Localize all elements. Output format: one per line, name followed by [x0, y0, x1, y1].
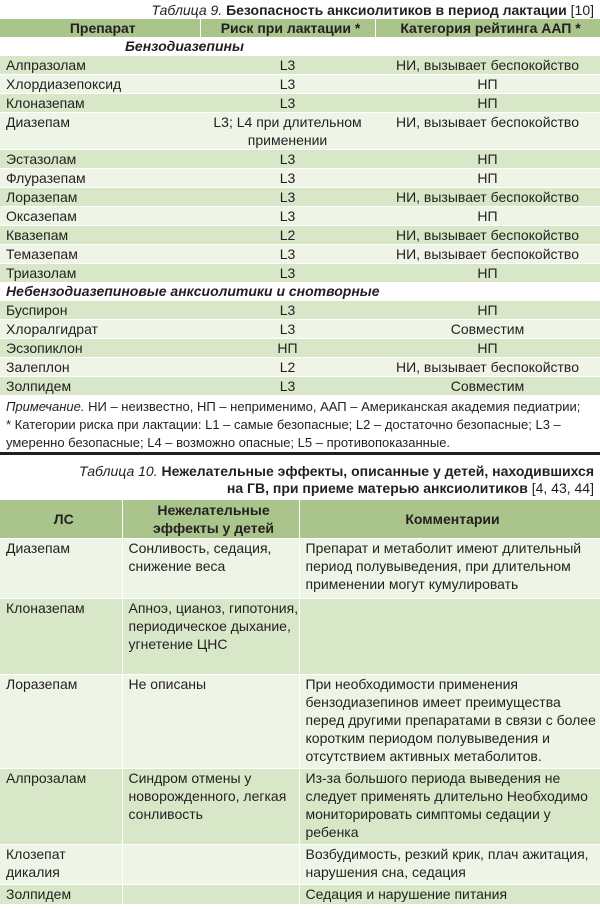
table9-header-risk: Риск при лактации * — [200, 19, 375, 37]
table9-cell-drug: Эсзопиклон — [0, 339, 200, 358]
table10 — [0, 500, 600, 904]
table9-row — [0, 301, 600, 320]
table10-row — [0, 598, 600, 674]
table9-note-label: Примечание. — [6, 399, 85, 414]
table9-cell-risk: НП — [200, 339, 375, 358]
table10-cell-effects: Сонливость, седация, снижение веса — [122, 538, 299, 598]
table10-header-row — [0, 500, 600, 538]
table10-cell-effects: Апноэ, цианоз, гипотония, периодическое дыхание, угнетение ЦНС — [122, 598, 299, 674]
table9-row — [0, 226, 600, 245]
table9-row — [0, 358, 600, 377]
table9-cell-risk: L3 — [200, 377, 375, 396]
table9-row — [0, 113, 600, 150]
table9-cell-risk: L3; L4 при длительном применении — [200, 113, 375, 150]
table9-row — [0, 264, 600, 283]
table10-cell-effects — [122, 884, 299, 904]
table10-cell-effects: Синдром отмены у новорожденного, легкая сонливость — [122, 768, 299, 844]
table9-cell-aap: Совместим — [375, 320, 600, 339]
table10-cell-drug: Алпрозалам — [0, 768, 122, 844]
table9-note — [0, 395, 600, 452]
table10-cell-drug: Клоназепам — [0, 598, 122, 674]
table9-row — [0, 56, 600, 75]
table9-cell-drug: Хлоралгидрат — [0, 320, 200, 339]
table9-cell-drug: Буспирон — [0, 301, 200, 320]
table9-caption-number: Таблица 9. — [151, 2, 223, 18]
table9-cell-aap: НП — [375, 339, 600, 358]
table10-caption — [0, 463, 600, 497]
table10-cell-effects: Не описаны — [122, 674, 299, 768]
table9-cell-risk: L3 — [200, 150, 375, 169]
table9-cell-aap: НИ, вызывает беспокойство — [375, 226, 600, 245]
table9-cell-aap: НП — [375, 75, 600, 94]
table10-cell-comment: Из-за большого периода выведения не следует применять длительно Необходимо мониторировать симптомы седации у ребенка — [299, 768, 600, 844]
table10-header-comments: Комментарии — [299, 500, 600, 538]
table9-cell-drug: Флуразепам — [0, 169, 200, 188]
table9-row — [0, 188, 600, 207]
table10-row — [0, 768, 600, 844]
table9-group-row — [0, 282, 600, 301]
table9-cell-drug: Диазепам — [0, 113, 200, 150]
table9-caption-ref: [10] — [570, 2, 594, 18]
table9-row — [0, 75, 600, 94]
table9-row — [0, 377, 600, 396]
table9-cell-drug: Триазолам — [0, 264, 200, 283]
table9-cell-aap: НИ, вызывает беспокойство — [375, 113, 600, 150]
table9-caption — [0, 0, 600, 19]
table9-cell-aap: НИ, вызывает беспокойство — [375, 56, 600, 75]
table9-cell-drug: Эстазолам — [0, 150, 200, 169]
table10-row — [0, 844, 600, 884]
table10-header-effects: Нежелательные эффекты у детей — [122, 500, 299, 538]
table9-cell-drug: Клоназепам — [0, 94, 200, 113]
table9-cell-drug: Квазепам — [0, 226, 200, 245]
table9-cell-aap: НП — [375, 264, 600, 283]
table9-row — [0, 94, 600, 113]
table9-cell-aap: НИ, вызывает беспокойство — [375, 358, 600, 377]
table9-cell-risk: L3 — [200, 245, 375, 264]
table9-cell-risk: L3 — [200, 56, 375, 75]
table9-cell-drug: Залеплон — [0, 358, 200, 377]
table9-note-risk-categories: * Категории риска при лактации: L1 – самые безопасные; L2 – достаточно безопасные; L3 – умеренно безопасные; L4 – возможно опасные; L5 – противопоказанные. — [6, 417, 561, 450]
table10-row — [0, 884, 600, 904]
table9 — [0, 19, 600, 395]
table9-caption-title: Безопасность анксиолитиков в период лактации — [226, 2, 567, 18]
table9-header-drug: Препарат — [0, 19, 200, 37]
table9-cell-aap: НИ, вызывает беспокойство — [375, 245, 600, 264]
table9-cell-drug: Хлордиазепоксид — [0, 75, 200, 94]
table9-cell-aap: Совместим — [375, 377, 600, 396]
table10-cell-drug: Клозепат дикалия — [0, 844, 122, 884]
table9-header-aap: Категория рейтинга ААП * — [375, 19, 600, 37]
table10-row — [0, 674, 600, 768]
table9-row — [0, 339, 600, 358]
table9-row — [0, 207, 600, 226]
table9-note-text: НИ – неизвестно, НП – неприменимо, ААП – Американская академия педиатрии; — [84, 399, 581, 414]
table9-row — [0, 320, 600, 339]
table10-row — [0, 538, 600, 598]
table10-cell-drug: Лоразепам — [0, 674, 122, 768]
table10-cell-comment: Возбудимость, резкий крик, плач ажитация, нарушения сна, седация — [299, 844, 600, 884]
table9-cell-drug: Золпидем — [0, 377, 200, 396]
table9-cell-risk: L3 — [200, 320, 375, 339]
table9-row — [0, 150, 600, 169]
table9-cell-drug: Темазепам — [0, 245, 200, 264]
table9-cell-aap: НП — [375, 150, 600, 169]
table9-group-title: Бензодиазепины — [0, 37, 600, 56]
table9-cell-aap: НП — [375, 169, 600, 188]
table10-caption-number: Таблица 10. — [79, 463, 158, 479]
section-divider — [0, 452, 600, 455]
table10-caption-title-2: на ГВ, при приеме матерью анксиолитиков — [226, 480, 528, 496]
table9-cell-aap: НП — [375, 207, 600, 226]
table9-row — [0, 169, 600, 188]
table9-cell-risk: L3 — [200, 188, 375, 207]
table9-cell-risk: L3 — [200, 207, 375, 226]
table10-caption-title-1: Нежелательные эффекты, описанные у детей, находившихся — [161, 463, 594, 479]
table9-cell-drug: Алпразолам — [0, 56, 200, 75]
table10-cell-effects — [122, 844, 299, 884]
table9-cell-aap: НИ, вызывает беспокойство — [375, 188, 600, 207]
table9-cell-risk: L2 — [200, 358, 375, 377]
table10-cell-drug: Золпидем — [0, 884, 122, 904]
table9-group-title: Небензодиазепиновые анксиолитики и снотворные — [0, 282, 600, 301]
table9-group-row — [0, 37, 600, 56]
table10-cell-comment — [299, 598, 600, 674]
table9-row — [0, 245, 600, 264]
table9-header-row — [0, 19, 600, 37]
table9-cell-risk: L3 — [200, 75, 375, 94]
table10-cell-drug: Диазепам — [0, 538, 122, 598]
table10-cell-comment: При необходимости применения бензодиазепинов имеет преимущества перед другими препаратами в связи с более коротким периодом полувыведения и отсутствием активных метаболитов. — [299, 674, 600, 768]
table9-cell-drug: Оксазепам — [0, 207, 200, 226]
table9-cell-drug: Лоразепам — [0, 188, 200, 207]
table9-cell-risk: L3 — [200, 264, 375, 283]
table9-cell-risk: L3 — [200, 301, 375, 320]
table9-cell-risk: L2 — [200, 226, 375, 245]
table9-cell-aap: НП — [375, 94, 600, 113]
table10-header-drug: ЛС — [0, 500, 122, 538]
table9-cell-risk: L3 — [200, 94, 375, 113]
table9-cell-aap: НП — [375, 301, 600, 320]
table10-cell-comment: Препарат и метаболит имеют длительный период полувыведения, при длительном применении могут кумулировать — [299, 538, 600, 598]
table10-cell-comment: Седация и нарушение питания — [299, 884, 600, 904]
table10-caption-ref: [4, 43, 44] — [531, 480, 594, 496]
table9-cell-risk: L3 — [200, 169, 375, 188]
